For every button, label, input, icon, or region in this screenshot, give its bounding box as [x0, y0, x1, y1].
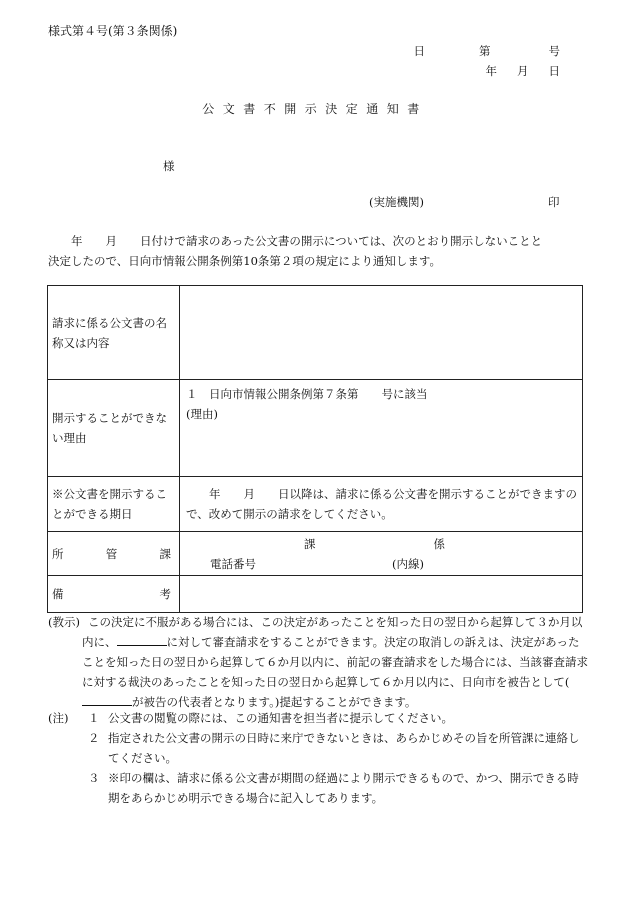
- addressee-suffix: 様: [163, 159, 175, 173]
- department-ka-label: 課: [304, 536, 316, 551]
- department-label-char: 所: [52, 546, 64, 561]
- department-value: [180, 532, 583, 576]
- requested-document-value: [180, 286, 583, 380]
- note-number: １: [88, 711, 100, 725]
- decision-table: [47, 285, 583, 613]
- appeal-text-part: に対して審査請求をすることができます。決定の取消しの訴えは、決定があったことを知った日の翌日から起算して６か月以内に、前記の審査請求をした場合には、当該審査請求に対する裁決のあったことを知った日の翌日から起算して６か月以内に、日向市を被告として(: [82, 635, 588, 689]
- intro-line-1: 年 月 日付けで請求のあった公文書の開示については、次のとおり開示しないことと: [48, 234, 543, 248]
- intro-line-2: 決定したので、日向市情報公開条例第10条第２項の規定により通知します。: [48, 254, 441, 268]
- seal-mark: 印: [548, 195, 560, 209]
- table-row: [48, 286, 583, 380]
- date-year-label: 年: [485, 64, 497, 78]
- reason-heading: (理由): [186, 407, 218, 421]
- remarks-label-char: 備: [52, 587, 64, 601]
- department-label-char: 管: [105, 546, 118, 561]
- note-number: ３: [88, 771, 100, 785]
- table-row: [48, 532, 583, 576]
- notes-section: [48, 708, 588, 808]
- reason-clause: １ 日向市情報公開条例第７条第 号に該当: [186, 387, 428, 401]
- date-day-label: 日: [548, 64, 560, 78]
- disclosure-date-value: 年 月 日以降は、請求に係る公文書を開示することができますので、改めて開示の請求をしてください。: [180, 477, 583, 532]
- department-label-char: 課: [159, 546, 171, 561]
- remarks-value: [180, 576, 583, 613]
- note-text: 指定された公文書の開示の日時に来庁できないときは、あらかじめその旨を所管課に連絡してください。: [108, 731, 580, 765]
- document-number: [414, 43, 561, 59]
- document-date: [486, 63, 561, 79]
- table-row: [48, 380, 583, 477]
- requested-document-label: 請求に係る公文書の名称又は内容: [48, 286, 180, 380]
- appeal-instruction: [48, 612, 588, 712]
- remarks-label: [48, 576, 180, 613]
- date-month-label: 月: [517, 64, 529, 78]
- appeal-text-part: この決定に不服がある場合には、この決定があったことを知った日の翌日から起算して３か月以内に、: [82, 615, 583, 649]
- department-label: [48, 532, 180, 576]
- list-item: [82, 708, 588, 728]
- blank-line: [82, 693, 132, 706]
- table-row: [48, 477, 583, 532]
- note-text: 公文書の閲覧の際には、この通知書を担当者に提示してください。: [108, 711, 453, 725]
- phone-number-label: 電話番号: [210, 556, 256, 571]
- note-number: ２: [88, 731, 100, 745]
- list-item: [82, 728, 588, 768]
- sender-label: (実施機関): [369, 195, 424, 209]
- department-kakari-label: 係: [433, 536, 445, 551]
- list-item: [82, 768, 588, 808]
- non-disclosure-reason-value: [180, 380, 583, 477]
- appeal-text-part: が被告の代表者となります。)提起することができます。: [132, 695, 417, 709]
- disclosure-date-label: ※公文書を開示することができる期日: [48, 477, 180, 532]
- non-disclosure-reason-label: 開示することができない理由: [48, 380, 180, 477]
- form-id: 様式第４号(第３条関係): [48, 24, 178, 38]
- appeal-instruction-text: [82, 612, 588, 712]
- remarks-label-char: 考: [159, 587, 171, 601]
- number-dai-label: 第: [479, 44, 491, 58]
- notes-label: (注): [48, 711, 69, 725]
- intro-paragraph: [48, 231, 584, 271]
- blank-line: [117, 633, 167, 646]
- number-day-label: 日: [413, 44, 425, 58]
- extension-label: (内線): [392, 556, 424, 571]
- appeal-instruction-label: (教示): [48, 615, 80, 629]
- document-title: 公文書不開示決定通知書: [202, 102, 428, 116]
- table-row: [48, 576, 583, 613]
- number-go-label: 号: [548, 44, 560, 58]
- note-text: ※印の欄は、請求に係る公文書が期間の経過により開示できるもので、かつ、開示できる時期をあらかじめ明示できる場合に記入してあります。: [108, 771, 579, 805]
